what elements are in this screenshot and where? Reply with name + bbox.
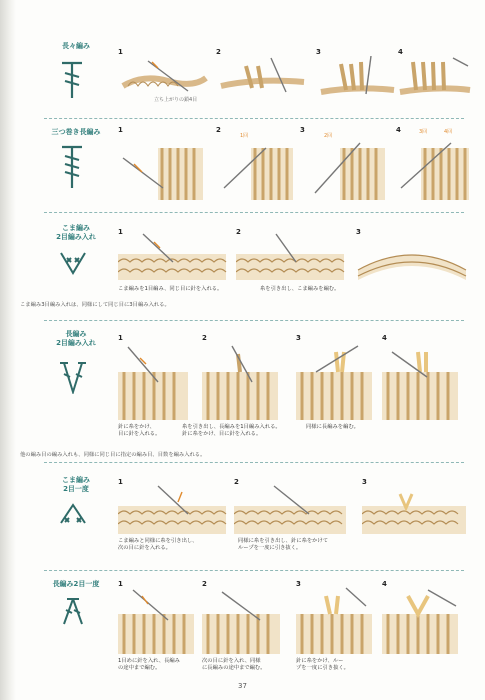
section-title: 三つ巻き長編み [51, 128, 101, 136]
crochet-illustration [118, 232, 228, 282]
step-number: 4 [398, 48, 403, 56]
crochet-illustration [296, 586, 376, 656]
section-title: 長編み 2目編み入れ [56, 330, 96, 347]
section-sc-increase [44, 220, 472, 312]
step-caption: 針に糸をかけ、 目に針を入れる。 [118, 424, 161, 437]
step-number: 2 [202, 580, 207, 588]
section-note: こま編み3目編み入れは、同様にして同じ目に3目編み入れる。 [20, 302, 170, 308]
section-divider [44, 118, 464, 119]
crochet-illustration [296, 342, 376, 422]
section-divider [44, 212, 464, 213]
sc-decrease-symbol-icon [58, 502, 88, 526]
step-number: 2 [216, 48, 221, 56]
step-caption: 同様に糸を引き出し、針に糸をかけて ループを一度に引き抜く。 [238, 538, 329, 551]
book-spine-shadow [0, 0, 16, 700]
section-title: 長編み2目一度 [52, 580, 100, 588]
page-number: 37 [238, 682, 247, 690]
step-number: 3 [300, 126, 305, 134]
step-number: 3 [316, 48, 321, 56]
crochet-illustration [316, 56, 396, 100]
step-number: 3 [296, 334, 301, 342]
crochet-illustration [202, 586, 284, 656]
step-number: 3 [356, 228, 361, 236]
step-caption: こま編みを1目編み、同じ目に針を入れる。 [118, 286, 223, 292]
wrap-count-label: 2回 [324, 133, 333, 139]
crochet-illustration [118, 484, 228, 536]
wrap-count-label: 4回 [444, 129, 453, 135]
step-number: 1 [118, 580, 123, 588]
step-number: 3 [296, 580, 301, 588]
crochet-illustration [382, 342, 462, 422]
sub-label: 立ち上がりの鎖4目 [154, 97, 198, 103]
step-caption: 1目めに針を入れ、長編み の途中まで編む。 [118, 658, 180, 671]
sc-increase-symbol-icon [58, 250, 88, 276]
crochet-illustration [356, 232, 468, 282]
step-caption: 次の目に針を入れ、同様 に長編みの途中まで編む。 [202, 658, 266, 671]
section-divider [44, 320, 464, 321]
section-dc-increase [44, 326, 472, 446]
section-double-treble [44, 38, 472, 120]
section-dc-decrease [44, 576, 472, 676]
crochet-illustration [300, 138, 390, 202]
section-divider [44, 462, 464, 463]
section-divider [44, 570, 464, 571]
section-title: こま編み 2目編み入れ [56, 224, 96, 241]
crochet-illustration [216, 56, 306, 96]
step-number: 1 [118, 228, 123, 236]
wrap-count-label: 1回 [240, 133, 249, 139]
step-number: 1 [118, 48, 123, 56]
triple-treble-symbol-icon [58, 144, 86, 190]
step-number: 2 [236, 228, 241, 236]
step-caption: 針に糸をかけ、ルー プを一度に引き抜く。 [296, 658, 349, 671]
crochet-illustration [118, 56, 208, 96]
step-caption: 糸を引き出し、長編みを1目編み入れる。 針に糸をかけ、目に針を入れる。 [182, 424, 281, 437]
crochet-illustration [216, 138, 296, 202]
double-treble-symbol-icon [58, 60, 86, 100]
step-number: 2 [234, 478, 239, 486]
step-number: 1 [118, 334, 123, 342]
dc-decrease-symbol-icon [58, 596, 88, 626]
step-number: 4 [396, 126, 401, 134]
step-number: 1 [118, 478, 123, 486]
crochet-illustration [118, 342, 194, 422]
section-title: 長々編み [62, 42, 90, 50]
crochet-illustration [118, 586, 198, 656]
crochet-illustration [202, 342, 282, 422]
step-caption: 糸を引き出し、こま編みを編む。 [260, 286, 340, 292]
step-number: 2 [216, 126, 221, 134]
step-number: 3 [362, 478, 367, 486]
section-note: 他の編み目の編み入れも、同様に同じ目に指定の編み目、目数を編み入れる。 [20, 452, 206, 458]
step-number: 4 [382, 334, 387, 342]
crochet-illustration [382, 586, 462, 656]
step-number: 1 [118, 126, 123, 134]
crochet-illustration [398, 56, 472, 100]
section-sc-decrease [44, 472, 472, 568]
step-caption: こま編みと同様に糸を引き出し、 次の目に針を入れる。 [118, 538, 198, 551]
crochet-illustration [118, 138, 208, 202]
section-title: こま編み 2目一度 [62, 476, 90, 493]
dc-increase-symbol-icon [58, 360, 88, 394]
crochet-illustration [396, 138, 472, 202]
step-caption: 同様に長編みを編む。 [306, 424, 359, 430]
step-number: 2 [202, 334, 207, 342]
crochet-illustration [234, 484, 350, 536]
crochet-illustration [236, 232, 346, 282]
section-triple-treble [44, 124, 472, 212]
step-number: 4 [382, 580, 387, 588]
wrap-count-label: 3回 [419, 129, 428, 135]
crochet-illustration [362, 484, 468, 536]
